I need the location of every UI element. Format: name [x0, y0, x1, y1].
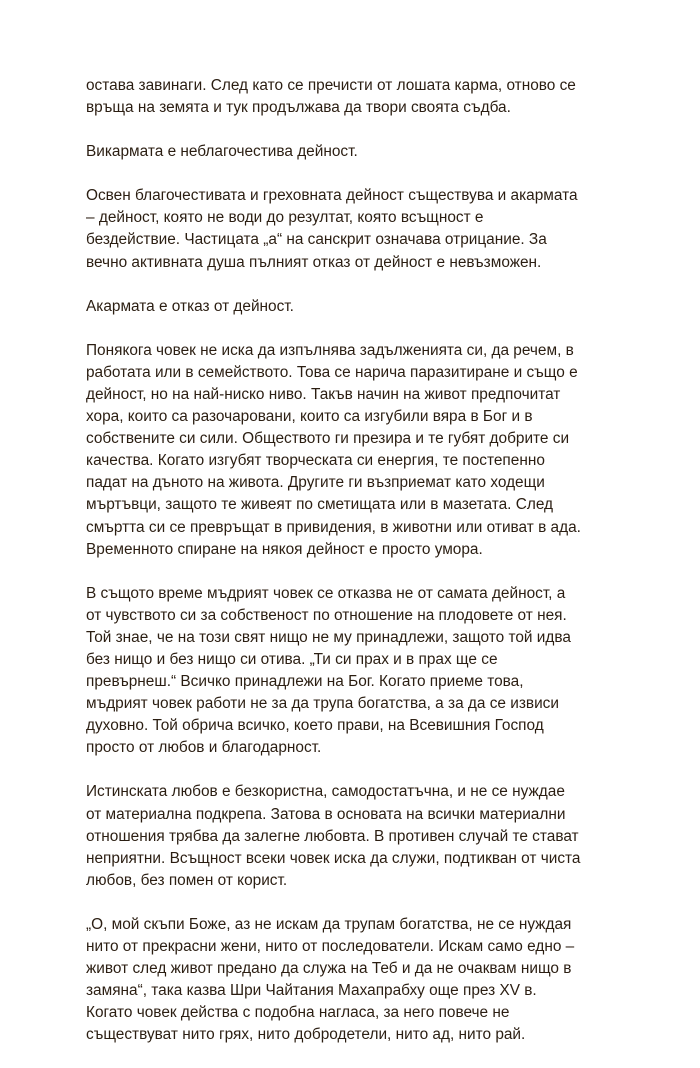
text-line: смъртта си се превръщат в привидения, в животни или отиват в ада.: [86, 518, 581, 536]
text-line: падат на дъното на живота. Другите ги възприемат като ходещи: [86, 474, 545, 492]
text-line: без нищо и без нищо си отива. „Ти си прах и в прах ще се: [86, 650, 498, 668]
text-line: от материална подкрепа. Затова в основата на всички материални: [86, 805, 566, 823]
paragraph-8: [86, 914, 634, 1047]
text-line: превърнеш.“ Всичко принадлежи на Бог. Когато приеме това,: [86, 673, 524, 691]
text-line: остава завинаги. След като се пречисти от лошата карма, отново се: [86, 77, 576, 94]
text-line: от чувството си за собственост по отношение на плодовете от нея.: [86, 606, 567, 624]
text-line: мъртъвци, защото те живеят по сметищата или в мазетата. След: [86, 496, 554, 514]
text-line: – дейност, която не води до резултат, която всъщност е: [86, 209, 484, 227]
paragraph-7: [86, 781, 634, 891]
text-line: Истинската любов е безкористна, самодостатъчна, и не се нуждае: [86, 783, 565, 801]
text-line: работата или в семейството. Това се нарича паразитиране и също е: [86, 363, 578, 381]
text-line: неприятни. Всъщност всеки човек иска да служи, подтикван от чиста: [86, 849, 581, 867]
text-line: замяна“, така казва Шри Чайтания Махапрабху още през XV в.: [86, 982, 537, 1000]
text-line: нито от прекрасни жени, нито от последователи. Искам само едно –: [86, 938, 575, 955]
text-line: „О, мой скъпи Боже, аз не искам да трупам богатства, не се нуждая: [86, 915, 572, 933]
text-line: съществуват нито грях, нито добродетели, нито ад, нито рай.: [86, 1026, 526, 1044]
text-line: Понякога човек не иска да изпълнява задълженията си, да речем, в: [86, 341, 574, 359]
text-line: връща на земята и тук продължава да твори своята съдба.: [86, 99, 511, 117]
text-line: живот след живот предано да служа на Теб и да не очаквам нищо в: [86, 960, 572, 978]
text-line: Викармата е неблагочестива дейност.: [86, 143, 358, 161]
text-line: мъдрият човек работи не за да трупа богатства, а за да се извиси: [86, 695, 559, 713]
text-line: Акармата е отказ от дейност.: [86, 297, 294, 315]
text-line: вечно активната душа пълният отказ от дейност е невъзможен.: [86, 253, 542, 271]
text-line: Освен благочестивата и греховната дейност съществува и акармата: [86, 187, 578, 205]
text-line: качества. Когато изгубят творческата си енергия, те постепенно: [86, 452, 545, 470]
paragraph-5: [86, 340, 634, 561]
paragraph-2: [86, 141, 634, 163]
text-line: Когато човек действа с подобна нагласа, за него повече не: [86, 1004, 510, 1022]
text-line: любов, без помен от корист.: [86, 871, 288, 889]
text-line: дейност, но на най-ниско ниво. Такъв начин на живот предпочитат: [86, 385, 561, 403]
paragraph-3: [86, 185, 634, 273]
text-line: собствените си сили. Обществото ги презира и те губят добрите си: [86, 430, 570, 448]
text-line: бездействие. Частицата „а“ на санскрит означава отрицание. За: [86, 231, 547, 249]
paragraph-1: [86, 75, 634, 119]
document-body: [86, 75, 634, 1068]
paragraph-6: [86, 583, 634, 760]
paragraph-4: [86, 296, 634, 318]
text-line: В същото време мъдрият човек се отказва не от самата дейност, а: [86, 584, 566, 602]
text-line: хора, които са разочаровани, които са изгубили вяра в Бог и в: [86, 408, 533, 426]
text-line: отношения трябва да залегне любовта. В противен случай те стават: [86, 827, 579, 845]
text-line: Временното спиране на някоя дейност е просто умора.: [86, 540, 483, 558]
text-line: Той знае, че на този свят нищо не му принадлежи, защото той идва: [86, 628, 571, 646]
text-line: духовно. Той обрича всичко, което прави, на Всевишния Господ: [86, 717, 544, 735]
text-line: просто от любов и благодарност.: [86, 739, 322, 757]
